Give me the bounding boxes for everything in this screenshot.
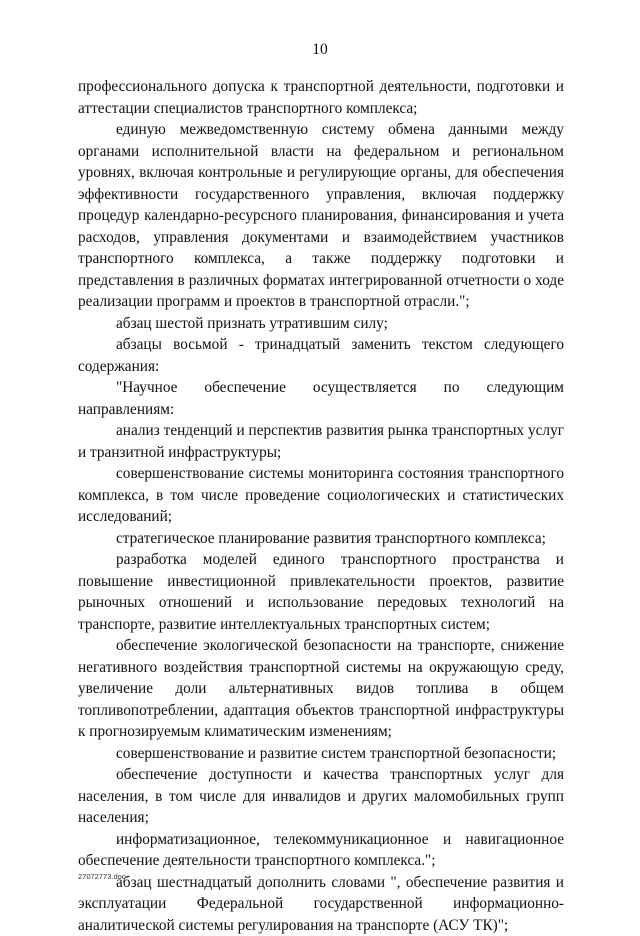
paragraph: "Научное обеспечение осуществляется по следующим направлениям: — [78, 377, 564, 420]
paragraph: абзац шестой признать утратившим силу; — [78, 313, 564, 335]
paragraph: обеспечение доступности и качества транспортных услуг для населения, в том числе для инвалидов и других маломобильных групп населения; — [78, 764, 564, 829]
paragraph: совершенствование и развитие систем транспортной безопасности; — [78, 743, 564, 765]
paragraph: анализ тенденций и перспектив развития рынка транспортных услуг и транзитной инфраструктуры; — [78, 420, 564, 463]
paragraph: стратегическое планирование развития транспортного комплекса; — [78, 528, 564, 550]
paragraph: разработка моделей единого транспортного пространства и повышение инвестиционной привлекательности проектов, развитие рыночных отношений и использование передовых технологий на транспорте, развитие интеллектуальных транспортных систем; — [78, 549, 564, 635]
paragraph: профессионального допуска к транспортной деятельности, подготовки и аттестации специалистов транспортного комплекса; — [78, 76, 564, 119]
document-body — [78, 76, 564, 936]
paragraph: обеспечение экологической безопасности на транспорте, снижение негативного воздействия транспортной системы на окружающую среду, увеличение доли альтернативных видов топлива в общем топливопотреблении, адаптация объектов транспортной инфраструктуры к прогнозируемым климатическим изменениям; — [78, 635, 564, 743]
paragraph: информатизационное, телекоммуникационное и навигационное обеспечение деятельности транспортного комплекса."; — [78, 829, 564, 872]
paragraph: единую межведомственную систему обмена данными между органами исполнительной власти на федеральном и региональном уровнях, включая контрольные и регулирующие органы, для обеспечения эффективности государственного управления, включая поддержку процедур календарно-ресурсного планирования, финансирования и учета расходов, управления документами и взаимодействием участников транспортного комплекса, а также поддержку подготовки и представления в различных форматах интегрированной отчетности о ходе реализации программ и проектов в транспортной отрасли."; — [78, 119, 564, 313]
paragraph: совершенствование системы мониторинга состояния транспортного комплекса, в том числе проведение социологических и статистических исследований; — [78, 463, 564, 528]
paragraph: абзацы восьмой - тринадцатый заменить текстом следующего содержания: — [78, 334, 564, 377]
document-filename: 27072773.doc — [78, 872, 126, 881]
page-number: 10 — [0, 40, 640, 60]
paragraph: абзац шестнадцатый дополнить словами ", обеспечение развития и эксплуатации Федеральной государственной информационно-аналитической системы регулирования на транспорте (АСУ ТК)"; — [78, 872, 564, 936]
